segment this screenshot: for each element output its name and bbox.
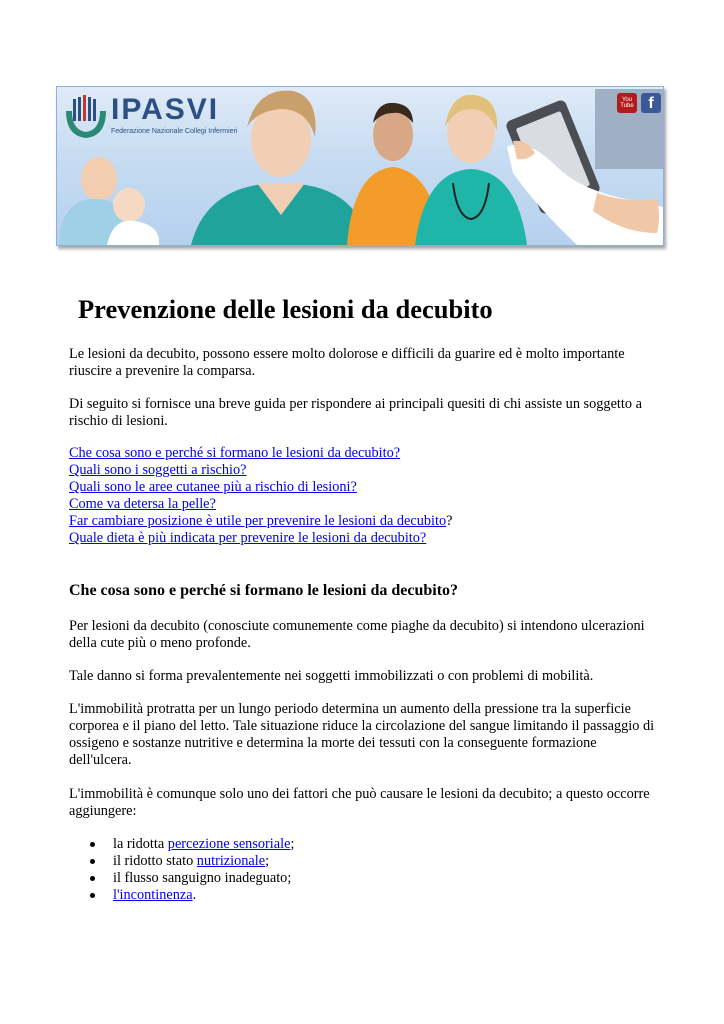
- list-item: il flusso sanguigno inadeguato;: [88, 870, 294, 887]
- logo-text: IPASVI: [111, 93, 220, 126]
- section-paragraph-4: L'immobilità è comunque solo uno dei fattori che può causare le lesioni da decubito; a questo occorre aggiungere:: [69, 786, 650, 819]
- table-of-contents: [69, 445, 453, 547]
- section-paragraph-1: Per lesioni da decubito (conosciute comunemente come piaghe da decubito) si intendono ulcerazioni della cute più o meno profonde.: [69, 618, 645, 651]
- intro-paragraph-2: Di seguito si fornisce una breve guida per rispondere ai principali quesiti di chi assiste un soggetto a rischio di lesioni.: [69, 396, 642, 429]
- toc-link[interactable]: Quali sono i soggetti a rischio?: [69, 462, 247, 478]
- page-title: Prevenzione delle lesioni da decubito: [78, 294, 493, 324]
- toc-item: [69, 530, 453, 547]
- list-item: l'incontinenza.: [88, 887, 294, 904]
- youtube-label: You Tube: [620, 97, 634, 109]
- section-paragraph-3: L'immobilità protratta per un lungo periodo determina un aumento della pressione tra la superficie corporea e il piano del letto. Tale situazione riduce la circolazione del sangue limitando il passaggio di ossigeno e sostanze nutritive e determina la morte dei tessuti con la conseguente formazione dell'ulcera.: [69, 701, 655, 768]
- header-banner: [56, 86, 664, 246]
- toc-item: [69, 513, 453, 530]
- toc-item: [69, 445, 453, 462]
- intro-paragraph-1: Le lesioni da decubito, possono essere molto dolorose e difficili da guarire ed è molto importante riuscire a prevenire la comparsa.: [69, 346, 625, 379]
- facebook-icon[interactable]: f: [641, 93, 661, 113]
- list-item: la ridotta percezione sensoriale;: [88, 836, 294, 853]
- toc-suffix: ?: [446, 513, 453, 529]
- toc-item: [69, 479, 453, 496]
- toc-item: [69, 462, 453, 479]
- toc-link[interactable]: Quali sono le aree cutanee più a rischio di lesioni?: [69, 479, 357, 495]
- risk-factors-list: [88, 836, 294, 904]
- toc-link[interactable]: Quale dieta è più indicata per prevenire le lesioni da decubito?: [69, 530, 427, 546]
- youtube-icon[interactable]: [617, 93, 637, 113]
- toc-item: [69, 496, 453, 513]
- toc-link[interactable]: Che cosa sono e perché si formano le lesioni da decubito?: [69, 445, 401, 461]
- list-item: il ridotto stato nutrizionale;: [88, 853, 294, 870]
- sensory-perception-link[interactable]: percezione sensoriale: [167, 836, 291, 852]
- nutrition-link[interactable]: nutrizionale: [196, 853, 266, 869]
- toc-link[interactable]: Come va detersa la pelle?: [69, 496, 216, 512]
- healthcare-staff-photo: [57, 87, 663, 245]
- logo-subtitle: Federazione Nazionale Collegi Infermieri: [111, 128, 238, 135]
- toc-link[interactable]: Far cambiare posizione è utile per prevenire le lesioni da decubito: [69, 513, 447, 529]
- incontinence-link[interactable]: l'incontinenza: [113, 887, 193, 903]
- section-title: Che cosa sono e perché si formano le lesioni da decubito?: [69, 582, 459, 599]
- section-paragraph-2: Tale danno si forma prevalentemente nei soggetti immobilizzati o con problemi di mobilità.: [69, 668, 594, 684]
